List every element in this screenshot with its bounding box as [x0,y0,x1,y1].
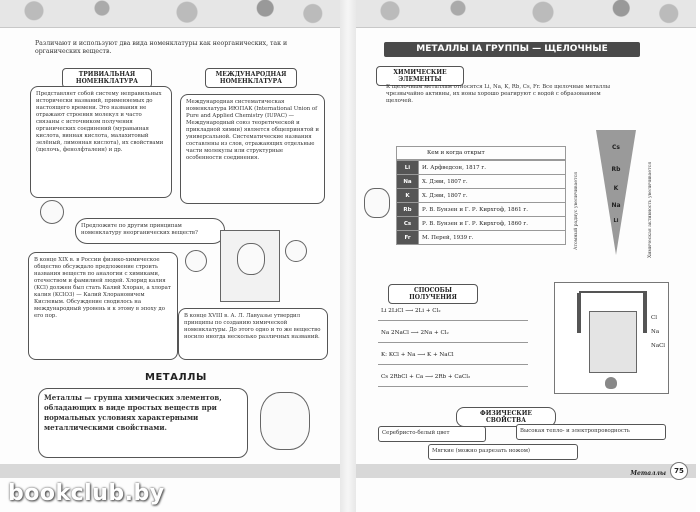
cartoon-character-icon [40,200,64,224]
property-box [378,426,486,442]
element-discoverer: Р. В. Бунзен и Г. Р. Кирхгоф, 1861 г. [419,203,566,217]
watermark: bookclub.by [8,481,165,506]
element-discoverer: Х. Дэви, 1807 г. [419,175,566,189]
equation-row: Cs 2RbCl + Ca ⟶ 2Rb + CaCl₂ [378,368,528,387]
elements-table [396,160,566,245]
lavoisier-box [178,308,328,360]
element-symbol: Fr [397,231,419,245]
history-box [28,252,178,360]
flame-icon [605,377,617,389]
triangle-item: Cs [612,144,620,151]
chem-elements-tag: ХИМИЧЕСКИЕ ЭЛЕМЕНТЫ [376,66,464,86]
electrolysis-apparatus [554,282,669,394]
table-row [397,231,566,245]
atomic-radius-label: Атомный радиус увеличивается [574,171,579,250]
book-gutter [340,0,356,512]
trivial-tag: ТРИВИАЛЬНАЯ НОМЕНКЛАТУРА [62,68,152,88]
intl-tag: МЕЖДУНАРОДНАЯ НОМЕНКЛАТУРА [205,68,297,88]
history-text: В конце XIX в. в России физико-химическое общество обсуждало предложение строить названия веществ по аналогии с химиками, отечеством и фамилией людей. Хлорид калия (KCl) должен был стать Калий Хлоран, а хлорат калия (KClO3) — Калий Хлорановичем Кислевым. Обсуждение сводилось на международный уровень и к этому в эпоху до его пор. [34,257,171,319]
property-text: Серебристо-белый цвет [382,430,450,436]
beaker-icon [589,311,637,373]
definition-box [38,388,248,458]
intl-text: Международная систематическая номенклатура ИЮПАК (International Union of Pure and Applied Chemistry (IUPAC) — Международный союз теоретической и прикладной химии) является общепринятой и универсальной. Систематические названия составлены из слов, отражающих отдельные части молекулы или структурные особенности соединения. [186,99,319,161]
pointing-character-icon [364,188,390,218]
intro-text: Различают и используют два вида номенклатуры как неорганических, так и органических веществ. [35,40,288,55]
table-row [397,189,566,203]
trivial-text: Представляет собой систему неправильных исторически названий, применяемых до настоящего времени. Это названия не отражают строения молекул и часто связаны с источником получения органических соединений (муравьиная кислота, винная кислота, малахитовый зелёный, лимонная кислота), их свойствами (щелочь, фенолфталеин) и др. [36,91,164,153]
trivial-box [30,86,172,198]
electrode-icon [643,293,647,333]
wire-icon [579,291,647,293]
equations-block [378,302,538,392]
question-bubble [75,218,225,244]
element-discoverer: М. Перей, 1939 г. [419,231,566,245]
element-symbol: Na [397,175,419,189]
footer-label: Металлы [630,470,666,477]
professor-icon [260,392,310,450]
element-symbol: Li [397,161,419,175]
triangle-item: Na [611,202,621,209]
table-row [397,203,566,217]
alkali-intro: К щелочным металлам относятся Li, Na, K, Rb, Cs, Fr. Все щелочные металлы чрезвычайно активны, их ионы хорошо реагируют с водой с образованием щелочей. [386,84,611,104]
property-box [428,444,578,460]
property-text: Высокая тепло- и электропроводность [520,428,630,434]
methods-tag: СПОСОБЫ ПОЛУЧЕНИЯ [388,284,478,304]
right-page [356,0,696,512]
equation-row: Na 2NaCl ⟶ 2Na + Cl₂ [378,324,528,343]
scientist-right-icon [285,240,307,262]
triangle-item: Li [613,218,619,224]
portrait-icon [237,243,265,275]
triangle-item: K [613,185,619,192]
page-number: 75 [670,462,688,480]
axis-left-anchor [574,171,582,258]
table-row [397,217,566,231]
apparatus-label: Cl [651,315,657,321]
element-symbol: Cs [397,217,419,231]
equation-row: K: KCl + Na ⟶ K + NaCl [378,346,528,365]
question-text: Предложите по другим принципам номенклатуру неорганических веществ? [81,223,198,236]
right-comic-strip [356,0,696,28]
electrode-icon [577,293,581,333]
apparatus-label: NaCl [651,343,666,349]
element-discoverer: И. Арфведсон, 1817 г. [419,161,566,175]
element-discoverer: Р. В. Бунзен и Г. Р. Кирхгоф, 1860 г. [419,217,566,231]
portrait-frame [220,230,280,302]
left-footer-bar [0,464,340,478]
table-row [397,161,566,175]
intl-box [180,94,325,204]
equation-row: Li 2LiCl ⟶ 2Li + Cl₂ [378,302,528,321]
physical-tag: ФИЗИЧЕСКИЕ СВОЙСТВА [456,407,556,427]
left-comic-strip [0,0,340,28]
element-symbol: K [397,189,419,203]
left-page [0,0,340,512]
lavoisier-text: В конце XVIII в. А. Л. Лавуазье утвердил принципы по созданию химической номенклатуры. До этого одно и то же вещество носило иногда несколько различных названий. [184,313,321,340]
table-row [397,175,566,189]
triangle-item: Rb [611,166,621,173]
apparatus-label: Na [651,329,660,335]
scientist-left-icon [185,250,207,272]
property-text: Мягкие (можно разрезать ножом) [432,448,531,454]
property-box [516,424,666,440]
table-header: Кем и когда открыт [396,146,566,160]
metals-heading: МЕТАЛЛЫ [145,372,207,383]
activity-triangle [596,130,636,255]
axis-right-anchor [648,161,656,266]
element-discoverer: Х. Дэви, 1807 г. [419,189,566,203]
activity-label: Химическая активность увеличивается [648,161,653,258]
alkali-banner: МЕТАЛЛЫ IA ГРУППЫ — ЩЕЛОЧНЫЕ [384,42,640,57]
definition-text: Металлы — группа химических элементов, обладающих в виде простых веществ при нормальных условиях характерными металлическими свойствами. [44,393,222,432]
element-symbol: Rb [397,203,419,217]
